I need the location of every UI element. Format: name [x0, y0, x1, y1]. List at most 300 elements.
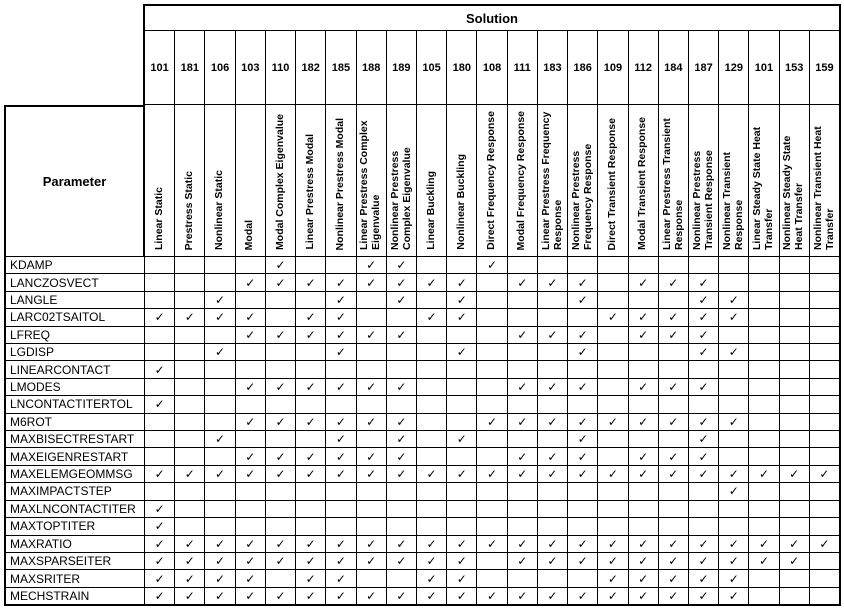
empty-cell [205, 274, 235, 290]
row-label: LARC02TSAITOL [6, 309, 145, 325]
checkmark-icon: ✓ [789, 554, 800, 569]
checkmark-icon: ✓ [517, 554, 528, 569]
column-header-label: Nonlinear Transient Response [721, 151, 745, 250]
checkmark-icon: ✓ [486, 258, 498, 273]
checkmark-icon: ✓ [668, 588, 679, 603]
check-cell [598, 588, 628, 604]
empty-cell [357, 344, 387, 360]
checkmark-icon: ✓ [728, 467, 739, 482]
empty-cell [266, 292, 296, 308]
checkmark-icon: ✓ [456, 467, 467, 482]
checkmark-icon: ✓ [698, 380, 709, 395]
column-header-cell-20 [749, 105, 779, 256]
empty-cell [780, 414, 810, 430]
empty-cell [810, 570, 839, 586]
checkmark-icon: ✓ [396, 414, 407, 429]
checkmark-icon: ✓ [335, 571, 346, 586]
checkmark-icon: ✓ [486, 467, 498, 482]
checkmark-icon: ✓ [456, 275, 467, 290]
empty-cell [659, 483, 689, 499]
empty-cell [357, 361, 387, 377]
column-header-label: Nonlinear Steady State Heat Transfer [781, 135, 806, 250]
empty-cell [719, 257, 749, 273]
checkmark-icon: ✓ [366, 449, 377, 464]
empty-cell [719, 431, 749, 447]
empty-cell [236, 501, 266, 517]
check-cell [357, 327, 387, 343]
empty-cell [810, 414, 839, 430]
column-header-label: Linear Prestress Transient Response [660, 118, 685, 250]
empty-cell [659, 501, 689, 517]
check-cell [538, 553, 568, 569]
checkmark-icon: ✓ [305, 380, 316, 395]
checkmark-icon: ✓ [184, 554, 195, 569]
check-cell [266, 588, 296, 604]
empty-cell [417, 448, 447, 464]
check-cell [357, 553, 387, 569]
check-cell [357, 379, 387, 395]
column-header-cell-2 [205, 105, 235, 256]
checkmark-icon: ✓ [366, 258, 377, 273]
check-cell [508, 553, 538, 569]
checkmark-icon: ✓ [638, 327, 649, 342]
checkmark-icon: ✓ [215, 571, 226, 586]
checkmark-icon: ✓ [668, 327, 679, 342]
checkmark-icon: ✓ [728, 345, 739, 360]
check-cell [719, 570, 749, 586]
check-cell [568, 274, 598, 290]
empty-cell [145, 257, 175, 273]
checkmark-icon: ✓ [184, 536, 195, 551]
column-header-cell-9 [417, 105, 447, 256]
empty-cell [749, 274, 779, 290]
check-cell [357, 448, 387, 464]
checkmark-icon: ✓ [517, 275, 528, 290]
checkmark-icon: ✓ [184, 588, 195, 603]
empty-cell [296, 518, 326, 534]
solution-code-19: 129 [719, 31, 749, 104]
check-cell [417, 536, 447, 552]
checkmark-icon: ✓ [335, 414, 346, 429]
checkmark-icon: ✓ [698, 449, 709, 464]
empty-cell [447, 448, 477, 464]
empty-cell [145, 327, 175, 343]
empty-cell [357, 518, 387, 534]
checkmark-icon: ✓ [698, 345, 709, 360]
check-cell [689, 414, 719, 430]
empty-cell [205, 379, 235, 395]
checkmark-icon: ✓ [486, 414, 498, 429]
checkmark-icon: ✓ [607, 536, 618, 551]
check-cell [689, 274, 719, 290]
column-header-label: Prestress Static [182, 170, 195, 250]
check-cell [629, 553, 659, 569]
empty-cell [538, 518, 568, 534]
check-cell [629, 536, 659, 552]
empty-cell [568, 570, 598, 586]
empty-cell [749, 379, 779, 395]
empty-cell [175, 483, 205, 499]
empty-cell [749, 292, 779, 308]
checkmark-icon: ✓ [517, 414, 528, 429]
solution-code-17: 184 [659, 31, 689, 104]
checkmark-icon: ✓ [366, 327, 377, 342]
empty-cell [749, 483, 779, 499]
check-cell [326, 466, 356, 482]
checkmark-icon: ✓ [215, 310, 226, 325]
check-cell [568, 379, 598, 395]
checkmark-icon: ✓ [638, 310, 649, 325]
check-cell [477, 466, 507, 482]
empty-cell [387, 501, 417, 517]
empty-cell [477, 344, 507, 360]
empty-cell [719, 379, 749, 395]
check-cell [387, 553, 417, 569]
check-cell [659, 327, 689, 343]
empty-cell [689, 361, 719, 377]
empty-cell [568, 309, 598, 325]
column-header-cell-5 [296, 105, 326, 256]
empty-cell [629, 501, 659, 517]
checkmark-icon: ✓ [275, 449, 286, 464]
checkmark-icon: ✓ [275, 275, 286, 290]
empty-cell [659, 257, 689, 273]
checkmark-icon: ✓ [638, 414, 649, 429]
empty-cell [659, 518, 689, 534]
check-cell [357, 536, 387, 552]
check-cell [357, 588, 387, 604]
check-cell [780, 553, 810, 569]
column-header-label: Linear Prestress Modal [303, 134, 316, 250]
column-header-cell-10 [447, 105, 477, 256]
check-cell [447, 536, 477, 552]
check-cell [598, 570, 628, 586]
empty-cell [810, 274, 839, 290]
empty-cell [175, 379, 205, 395]
empty-cell [749, 309, 779, 325]
empty-cell [598, 292, 628, 308]
checkmark-icon: ✓ [245, 310, 256, 325]
empty-cell [417, 292, 447, 308]
check-cell [780, 536, 810, 552]
empty-cell [810, 553, 839, 569]
empty-cell [266, 396, 296, 412]
checkmark-icon: ✓ [668, 449, 679, 464]
checkmark-icon: ✓ [607, 414, 618, 429]
check-cell [508, 414, 538, 430]
empty-cell [810, 483, 839, 499]
checkmark-icon: ✓ [154, 310, 165, 325]
empty-cell [780, 431, 810, 447]
column-header-label: Modal Frequency Response [515, 110, 528, 250]
checkmark-icon: ✓ [215, 432, 226, 447]
column-header-label: Linear Static [152, 186, 165, 250]
table-row-lanczosvect [6, 274, 839, 291]
empty-cell [538, 344, 568, 360]
column-header-cell-15 [598, 105, 628, 256]
check-cell [387, 257, 417, 273]
empty-cell [598, 448, 628, 464]
checkmark-icon: ✓ [154, 536, 165, 551]
empty-cell [508, 257, 538, 273]
column-header-cell-6 [326, 105, 356, 256]
check-cell [659, 309, 689, 325]
row-label: LANGLE [6, 292, 145, 308]
empty-cell [357, 396, 387, 412]
column-header-label: Linear Prestress Frequency Response [539, 111, 564, 250]
check-cell [568, 553, 598, 569]
column-header-label: Nonlinear Transient Heat Transfer [811, 126, 836, 250]
empty-cell [629, 344, 659, 360]
checkmark-icon: ✓ [698, 293, 709, 308]
checkmark-icon: ✓ [215, 554, 226, 569]
checkmark-icon: ✓ [547, 275, 558, 290]
empty-cell [780, 588, 810, 604]
solution-header-cell [143, 4, 841, 31]
check-cell [236, 448, 266, 464]
empty-cell [780, 570, 810, 586]
check-cell [175, 466, 205, 482]
check-cell [447, 466, 477, 482]
empty-cell [749, 361, 779, 377]
checkmark-icon: ✓ [698, 414, 709, 429]
check-cell [689, 431, 719, 447]
column-header-cell-21 [780, 105, 810, 256]
empty-cell [810, 379, 839, 395]
column-header-label: Direct Frequency Response [485, 111, 498, 250]
empty-cell [780, 396, 810, 412]
check-cell [629, 588, 659, 604]
checkmark-icon: ✓ [638, 554, 649, 569]
column-header-label: Direct Transient Response [606, 117, 619, 250]
checkmark-icon: ✓ [607, 571, 618, 586]
column-header-cell-7 [357, 105, 387, 256]
checkmark-icon: ✓ [396, 432, 407, 447]
empty-cell [145, 431, 175, 447]
check-cell [447, 344, 477, 360]
checkmark-icon: ✓ [275, 380, 286, 395]
check-cell [145, 309, 175, 325]
table-row-lgdisp [6, 344, 839, 361]
check-cell [236, 466, 266, 482]
empty-cell [205, 501, 235, 517]
checkmark-icon: ✓ [456, 432, 467, 447]
check-cell [598, 309, 628, 325]
check-cell [387, 379, 417, 395]
empty-cell [357, 431, 387, 447]
check-cell [659, 274, 689, 290]
checkmark-icon: ✓ [426, 275, 437, 290]
check-cell [296, 274, 326, 290]
check-cell [145, 588, 175, 604]
table-row-lmodes [6, 379, 839, 396]
empty-cell [357, 309, 387, 325]
empty-cell [629, 518, 659, 534]
checkmark-icon: ✓ [245, 554, 256, 569]
check-cell [568, 327, 598, 343]
checkmark-icon: ✓ [698, 588, 709, 603]
checkmark-icon: ✓ [184, 310, 195, 325]
empty-cell [598, 257, 628, 273]
check-cell [447, 292, 477, 308]
solution-code-6: 185 [326, 31, 356, 104]
checkmark-icon: ✓ [698, 536, 709, 551]
empty-cell [205, 396, 235, 412]
check-cell [689, 553, 719, 569]
empty-cell [689, 501, 719, 517]
check-cell [417, 570, 447, 586]
empty-cell [417, 518, 447, 534]
check-cell [629, 274, 659, 290]
check-cell [205, 570, 235, 586]
checkmark-icon: ✓ [154, 362, 165, 377]
column-header-cell-3 [236, 105, 266, 256]
solution-code-16: 112 [629, 31, 659, 104]
check-cell [417, 553, 447, 569]
check-cell [296, 414, 326, 430]
empty-cell [477, 396, 507, 412]
empty-cell [447, 379, 477, 395]
solution-code-3: 103 [236, 31, 266, 104]
empty-cell [477, 327, 507, 343]
checkmark-icon: ✓ [245, 275, 256, 290]
checkmark-icon: ✓ [426, 571, 437, 586]
empty-cell [568, 483, 598, 499]
empty-cell [205, 483, 235, 499]
empty-cell [568, 361, 598, 377]
checkmark-icon: ✓ [456, 554, 467, 569]
checkmark-icon: ✓ [607, 467, 618, 482]
empty-cell [387, 518, 417, 534]
checkmark-icon: ✓ [758, 467, 770, 482]
empty-cell [236, 361, 266, 377]
empty-cell [447, 518, 477, 534]
check-cell [326, 309, 356, 325]
checkmark-icon: ✓ [607, 588, 618, 603]
empty-cell [659, 344, 689, 360]
checkmark-icon: ✓ [456, 310, 467, 325]
check-cell [538, 327, 568, 343]
row-label: LGDISP [6, 344, 145, 360]
check-cell [145, 518, 175, 534]
check-cell [629, 414, 659, 430]
empty-cell [508, 483, 538, 499]
check-cell [447, 570, 477, 586]
empty-cell [659, 292, 689, 308]
empty-cell [477, 501, 507, 517]
column-header-cell-14 [568, 105, 598, 256]
empty-cell [749, 570, 779, 586]
check-cell [689, 570, 719, 586]
checkmark-icon: ✓ [215, 588, 226, 603]
empty-cell [236, 518, 266, 534]
empty-cell [477, 448, 507, 464]
empty-cell [508, 570, 538, 586]
check-cell [326, 414, 356, 430]
empty-cell [810, 396, 839, 412]
empty-cell [266, 431, 296, 447]
check-cell [477, 257, 507, 273]
empty-cell [175, 501, 205, 517]
check-cell [447, 588, 477, 604]
column-header-label: Modal Transient Response [636, 116, 649, 250]
empty-cell [568, 396, 598, 412]
checkmark-icon: ✓ [486, 536, 498, 551]
empty-cell [749, 396, 779, 412]
checkmark-icon: ✓ [396, 258, 407, 273]
check-cell [296, 448, 326, 464]
check-cell [689, 466, 719, 482]
column-header-cell-22 [810, 105, 839, 256]
empty-cell [598, 431, 628, 447]
table-row-mechstrain [6, 588, 839, 604]
table-row-kdamp [6, 257, 839, 274]
column-headers-row [4, 105, 841, 257]
empty-cell [780, 344, 810, 360]
check-cell [205, 588, 235, 604]
checkmark-icon: ✓ [154, 397, 165, 412]
check-cell [296, 536, 326, 552]
check-cell [629, 327, 659, 343]
checkmark-icon: ✓ [426, 588, 437, 603]
empty-cell [749, 588, 779, 604]
empty-cell [629, 483, 659, 499]
check-cell [266, 379, 296, 395]
solution-code-22: 159 [815, 61, 834, 74]
checkmark-icon: ✓ [426, 467, 437, 482]
empty-cell [538, 570, 568, 586]
empty-cell [145, 292, 175, 308]
parameter-header-cell [6, 105, 145, 256]
checkmark-icon: ✓ [728, 293, 739, 308]
column-header-label: Nonlinear Prestress Transient Response [690, 150, 715, 250]
table-row-maximpactstep [6, 483, 839, 500]
check-cell [175, 588, 205, 604]
checkmark-icon: ✓ [547, 588, 558, 603]
checkmark-icon: ✓ [577, 414, 588, 429]
solution-code-20: 101 [749, 31, 779, 104]
check-cell [296, 327, 326, 343]
empty-cell [417, 344, 447, 360]
checkmark-icon: ✓ [638, 275, 649, 290]
check-cell [538, 588, 568, 604]
table-row-maxsriter [6, 570, 839, 587]
check-cell [266, 553, 296, 569]
empty-cell [810, 588, 839, 604]
empty-cell [780, 483, 810, 499]
checkmark-icon: ✓ [698, 432, 709, 447]
empty-cell [417, 327, 447, 343]
row-label: LFREQ [6, 327, 145, 343]
column-header-cell-16 [629, 105, 659, 256]
checkmark-icon: ✓ [396, 275, 407, 290]
check-cell [659, 414, 689, 430]
empty-cell [417, 414, 447, 430]
column-header-label: Linear Prestress Complex Eigenvalue [358, 120, 383, 250]
checkmark-icon: ✓ [245, 380, 256, 395]
row-label: MAXIMPACTSTEP [6, 483, 145, 499]
checkmark-icon: ✓ [184, 571, 195, 586]
checkmark-icon: ✓ [638, 536, 649, 551]
empty-cell [266, 570, 296, 586]
check-cell [357, 274, 387, 290]
checkmark-icon: ✓ [335, 380, 346, 395]
empty-cell [629, 361, 659, 377]
checkmark-icon: ✓ [698, 275, 709, 290]
table-row-lfreq [6, 327, 839, 344]
empty-cell [508, 396, 538, 412]
solution-code-21: 153 [780, 31, 810, 104]
